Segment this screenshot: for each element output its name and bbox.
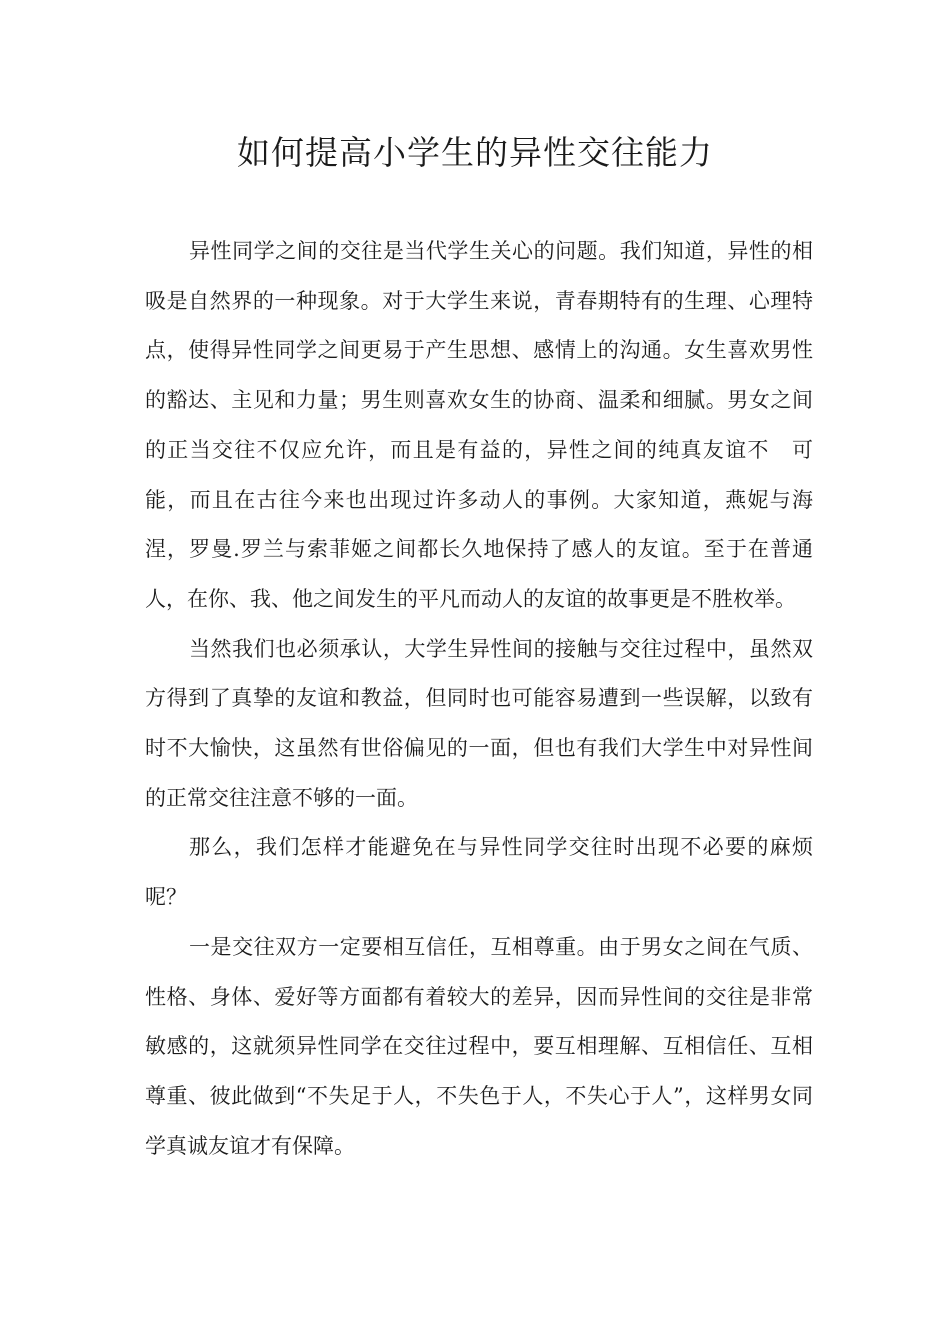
document-body <box>145 227 813 1171</box>
document-title: 如何提高小学生的异性交往能力 <box>237 133 713 172</box>
paragraph-3: 那么，我们怎样才能避免在与异性同学交往时出现不必要的麻烦呢？ <box>145 835 813 910</box>
paragraph-1: 异性同学之间的交往是当代学生关心的问题。我们知道，异性的相吸是自然界的一种现象。对于大学生来说，青春期特有的生理、心理特点，使得异性同学之间更易于产生思想、感情上的沟通。女生喜欢男性的豁达、主见和力量；男生则喜欢女生的协商、温柔和细腻。男女之间的正当交往不仅应允许，而且是有益的，异性之间的纯真友谊不 可能，而且在古往今来也出现过许多动人的事例。大家知道，燕妮与海涅，罗曼.罗兰与索菲姬之间都长久地保持了感人的友谊。至于在普通人，在你、我、他之间发生的平凡而动人的友谊的故事更是不胜枚举。 <box>145 239 813 611</box>
paragraph-4: 一是交往双方一定要相互信任，互相尊重。由于男女之间在气质、性格、身体、爱好等方面都有着较大的差异，因而异性间的交往是非常敏感的，这就须异性同学在交往过程中，要互相理解、互相信任、互相尊重、彼此做到“不失足于人，不失色于人，不失心于人”，这样男女同学真诚友谊才有保障。 <box>145 934 813 1158</box>
paragraph-2: 当然我们也必须承认，大学生异性间的接触与交往过程中，虽然双方得到了真挚的友谊和教益，但同时也可能容易遭到一些误解，以致有时不大愉快，这虽然有世俗偏见的一面，但也有我们大学生中对异性间的正常交往注意不够的一面。 <box>145 636 813 810</box>
